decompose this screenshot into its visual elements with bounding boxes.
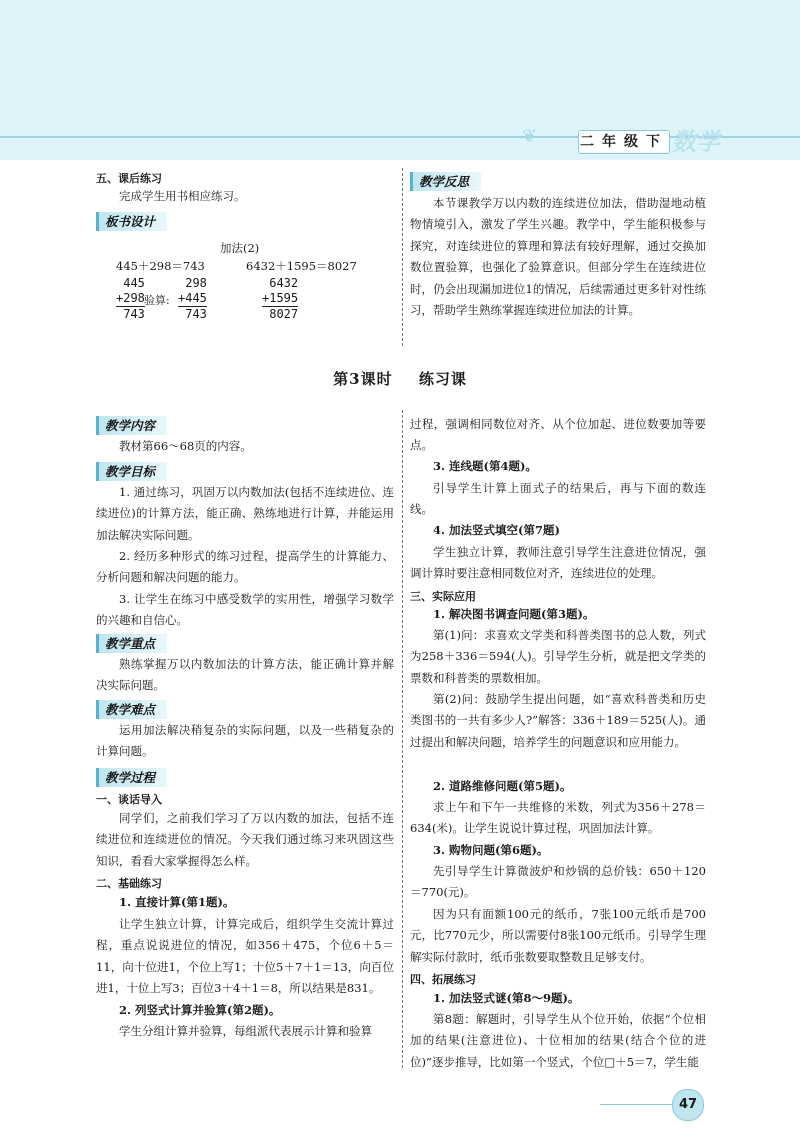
apply-item-1-text-2: 第(2)问：鼓励学生提出问题，如“喜欢科普类和历史类图书的一共有多少人?”解答：336＋189＝525(人)。通过提出和解决问题，培养学生的问题意识和应用能力。 [410, 692, 706, 749]
lesson-name: 练习课 [418, 370, 467, 388]
process-label: 教学过程 [96, 768, 167, 787]
apply-item-1-text-1: 第(1)问：求喜欢文学类和科普类图书的总人数，列式为258＋336＝594(人)。引导学生分析，就是把文学类的票数和科普类的票数相加。 [410, 628, 706, 685]
board-equation-1: 445＋298＝743 [116, 259, 205, 273]
apply-item-3-text-2: 因为只有面额100元的纸币，7张100元纸币是700元，比770元少，所以需要付8张100元纸币。引导学生理解实际付款时，纸币张数要取整数且足够支付。 [410, 907, 706, 964]
page-number: 47 [672, 1089, 704, 1121]
intro-text: 同学们，之前我们学习了万以内数的加法，包括不连续进位和连续进位的情况。今天我们通过练习来巩固这些知识，看看大家掌握得怎么样。 [96, 811, 394, 868]
board-design-label: 板书设计 [96, 212, 167, 231]
basic-item-3-text: 引导学生计算上面式子的结果后，再与下面的数连线。 [410, 481, 706, 517]
apply-item-3-text-1: 先引导学生计算微波炉和炒锅的总价钱：650＋120＝770(元)。 [410, 864, 706, 900]
reflection-text: 本节课教学万以内数的连续进位加法，借助湿地动植物情境引入，激发了学生兴趣。教学中，学生能积极参与探究，对连续进位的算理和算法有较好理解，通过交换加数位置验算，也强化了验算意识。但部分学生在连续进位时，仍会出现漏加进位1的情况，后续需通过更多针对性练习，帮助学生熟练掌握连续进位加法的计算。 [410, 196, 706, 318]
lesson-number: 第3课时 [333, 370, 393, 388]
vertical-calc-3 [262, 276, 298, 322]
content-text: 教材第66～68页的内容。 [119, 439, 252, 453]
vertical-calc-1 [116, 276, 145, 322]
vertical-calc-2 [178, 276, 207, 322]
reflection-label: 教学反思 [410, 172, 481, 191]
basic-item-4-text: 学生独立计算，教师注意引导学生注意进位情况，强调计算时要注意相同数位对齐，连续进位的处理。 [410, 545, 706, 581]
calc-row: +445 [178, 291, 207, 305]
calc-row: +298 [116, 291, 145, 305]
difficulty-text: 运用加法解决稍复杂的实际问题，以及一些稍复杂的计算问题。 [96, 723, 394, 759]
section-heading-intro: 一、谈话导入 [96, 793, 162, 806]
verify-label: 验算: [144, 294, 170, 307]
basic-item-2-cont: 过程，强调相同数位对齐、从个位加起、进位数要加等要点。 [410, 417, 706, 453]
lesson-title [0, 368, 800, 389]
calc-result: 8027 [262, 307, 299, 321]
calc-result: 743 [178, 307, 207, 321]
page-number-rule [600, 1104, 672, 1105]
basic-item-2-text: 学生分组计算并验算，每组派代表展示计算和验算 [119, 1024, 372, 1038]
board-title: 加法(2) [220, 241, 260, 255]
after-class-text: 完成学生用书相应练习。 [119, 189, 246, 203]
key-point-label: 教学重点 [96, 634, 167, 653]
section-heading-basic: 二、基础练习 [96, 877, 162, 890]
basic-item-2: 2. 列竖式计算并验算(第2题)。 [119, 1003, 281, 1017]
difficulty-label: 教学难点 [96, 700, 167, 719]
brand-logo: 数学 [672, 128, 720, 156]
key-point-text: 熟练掌握万以内数加法的计算方法，能正确计算并解决实际问题。 [96, 657, 394, 693]
calc-row: 445 [116, 276, 145, 290]
content-label: 教学内容 [96, 416, 167, 435]
leaf-decoration-icon: ❦ [522, 126, 538, 147]
goal-1: 1. 通过练习，巩固万以内数加法(包括不连续进位、连续进位)的计算方法，能正确、熟练地进行计算，并能运用加法解决实际问题。 [96, 485, 394, 542]
apply-item-2: 2. 道路维修问题(第5题)。 [433, 779, 572, 793]
goal-2: 2. 经历多种形式的练习过程，提高学生的计算能力、分析问题和解决问题的能力。 [96, 549, 394, 585]
basic-item-1-text: 让学生独立计算，计算完成后，组织学生交流计算过程，重点说说进位的情况，如356＋475，个位6＋5＝11，向十位进1，个位上写1；十位5＋7＋1＝13，向百位进1，十位上写3；百位3＋4＋1＝8，所以结果是831。 [96, 917, 394, 996]
calc-row: +1595 [262, 291, 299, 305]
apply-item-1: 1. 解决图书调查问题(第3题)。 [433, 607, 595, 621]
goal-label: 教学目标 [96, 462, 167, 481]
basic-item-3: 3. 连线题(第4题)。 [433, 459, 537, 473]
apply-item-3: 3. 购物问题(第6题)。 [433, 843, 549, 857]
apply-item-2-text: 求上午和下午一共维修的米数，列式为356＋278＝634(米)。让学生说说计算过程，巩固加法计算。 [410, 800, 706, 836]
after-class-heading: 五、课后练习 [96, 172, 162, 185]
basic-item-1: 1. 直接计算(第1题)。 [119, 895, 235, 909]
section-heading-apply: 三、实际应用 [410, 590, 476, 603]
grade-label: 二年级下 [578, 130, 670, 154]
column-divider-top [402, 168, 403, 346]
calc-result: 743 [116, 307, 145, 321]
section-heading-extend: 四、拓展练习 [410, 973, 476, 986]
calc-row: 6432 [262, 276, 299, 290]
column-divider-main [402, 410, 403, 1068]
calc-row: 298 [178, 276, 207, 290]
extend-item-1: 1. 加法竖式谜(第8～9题)。 [433, 991, 580, 1005]
board-equation-2: 6432＋1595＝8027 [246, 259, 357, 273]
extend-item-1-text: 第8题：解题时，引导学生从个位开始，依据“个位相加的结果(注意进位)、十位相加的结果(结合个位的进位)”逐步推导，比如第一个竖式，个位□＋5＝7，学生能 [410, 1012, 706, 1069]
basic-item-4: 4. 加法竖式填空(第7题) [433, 523, 560, 537]
goal-3: 3. 让学生在练习中感受数学的实用性，增强学习数学的兴趣和自信心。 [96, 592, 394, 628]
